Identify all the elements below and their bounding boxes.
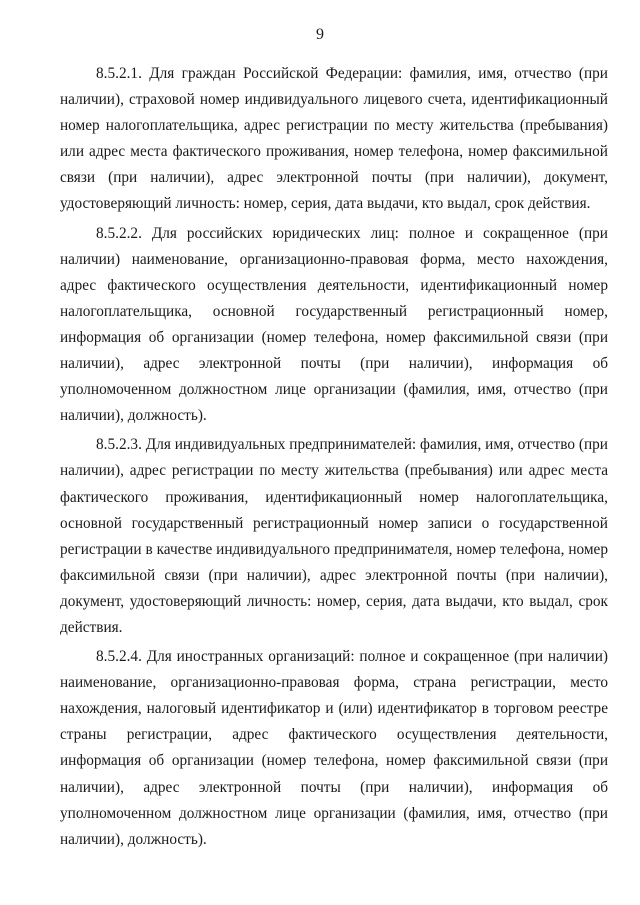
- paragraph-8-5-2-1: 8.5.2.1. Для граждан Российской Федерации: фамилия, имя, отчество (при наличии), страховой номер индивидуального лицевого счета, идентификационный номер налогоплательщика, адрес регистрации по месту жительства (пребывания) или адрес места фактического проживания, номер телефона, номер факсимильной связи (при наличии), адрес электронной почты (при наличии), документ, удостоверяющий личность: номер, серия, дата выдачи, кто выдал, срок действия.: [60, 65, 608, 213]
- paragraph-8-5-2-4: 8.5.2.4. Для иностранных организаций: полное и сокращенное (при наличии) наименование, организационно-правовая форма, страна регистрации, место нахождения, налоговый идентификатор и (или) идентификатор в торговом реестре страны регистрации, адрес фактического осуществления деятельности, информация об организации (номер телефона, номер факсимильной связи (при наличии), адрес электронной почты (при наличии), информация об уполномоченном должностном лице организации (фамилия, имя, отчество (при наличии), должность).: [60, 648, 608, 848]
- document-body: [60, 61, 608, 856]
- page-number: 9: [316, 26, 324, 43]
- paragraph-8-5-2-2: 8.5.2.2. Для российских юридических лиц: полное и сокращенное (при наличии) наименование, организационно-правовая форма, место нахождения, адрес фактического осуществления деятельности, идентификационный номер налогоплательщика, основной государственный регистрационный номер, информация об организации (номер телефона, номер факсимильной связи (при наличии), адрес электронной почты (при наличии), информация об уполномоченном должностном лице организации (фамилия, имя, отчество (при наличии), должность).: [60, 224, 608, 425]
- paragraph-8-5-2-3: 8.5.2.3. Для индивидуальных предпринимателей: фамилия, имя, отчество (при наличии), адрес регистрации по месту жительства (пребывания) или адрес места фактического проживания, идентификационный номер налогоплательщика, основной государственный регистрационный номер записи о государственной регистрации в качестве индивидуального предпринимателя, номер телефона, номер факсимильной связи (при наличии), адрес электронной почты (при наличии), документ, удостоверяющий личность: номер, серия, дата выдачи, кто выдал, срок действия.: [60, 436, 608, 636]
